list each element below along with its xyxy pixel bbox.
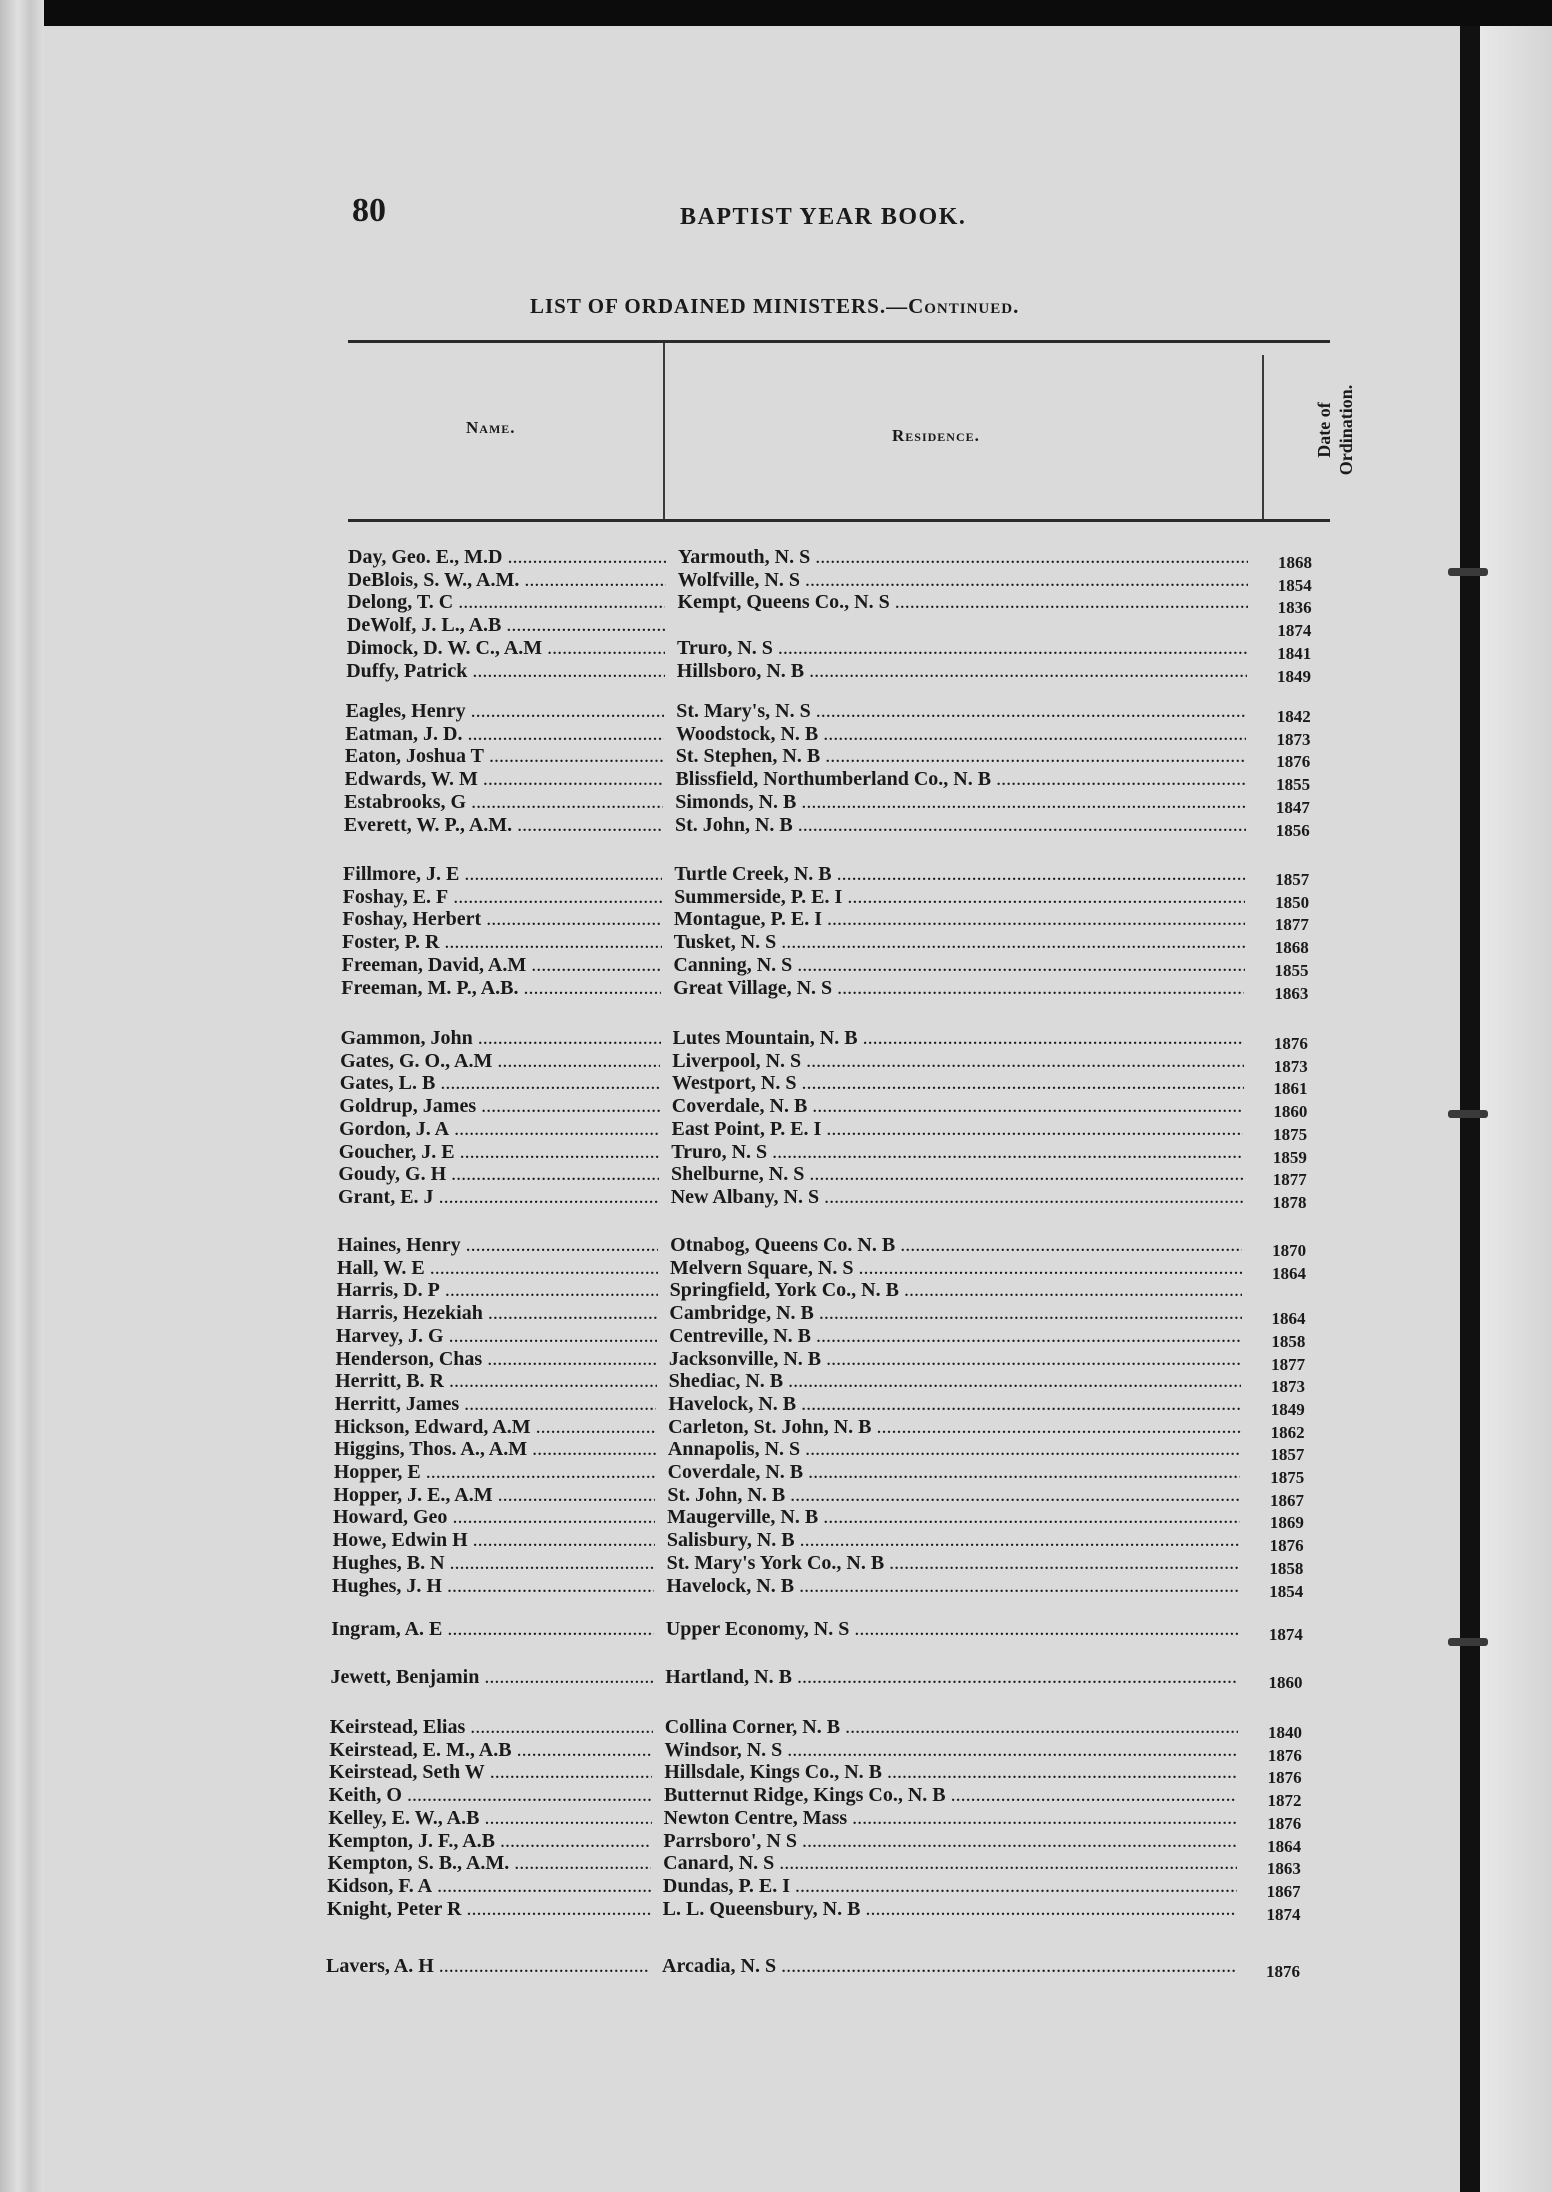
- minister-name: Gates, G. O., A.M .....: [340, 1050, 660, 1072]
- minister-name: Eaton, Joshua T .....: [345, 745, 664, 767]
- minister-residence: Arcadia, N. S .....: [662, 1955, 1236, 1977]
- minister-residence: St. John, N. B .....: [675, 814, 1246, 836]
- minister-name: Keirstead, Seth W .....: [329, 1761, 652, 1783]
- ordination-year: 1863: [1266, 1859, 1301, 1879]
- minister-name: Jewett, Benjamin .....: [331, 1666, 654, 1688]
- ordination-year: 1864: [1271, 1263, 1306, 1283]
- ordination-year: 1872: [1267, 1791, 1302, 1811]
- ordination-year: 1859: [1272, 1147, 1307, 1167]
- ordination-year: 1874: [1277, 621, 1312, 641]
- minister-residence: Kempt, Queens Co., N. S .....: [677, 591, 1247, 613]
- ordination-year: 1877: [1272, 1170, 1307, 1190]
- minister-name: Herritt, B. R .....: [335, 1370, 657, 1392]
- minister-name: Keirstead, E. M., A.B .....: [329, 1739, 652, 1761]
- ordination-year: 1874: [1266, 1904, 1301, 1924]
- minister-name: Ingram, A. E .....: [331, 1618, 654, 1640]
- ordination-year: 1877: [1271, 1354, 1306, 1374]
- minister-name: Hughes, J. H .....: [332, 1575, 654, 1597]
- minister-residence: Woodstock, N. B .....: [676, 723, 1247, 745]
- ordination-year: 1855: [1274, 960, 1309, 980]
- minister-name: Kempton, J. F., A.B .....: [328, 1830, 651, 1852]
- minister-residence: Great Village, N. S .....: [673, 977, 1244, 999]
- minister-name: Hopper, E .....: [334, 1461, 656, 1483]
- minister-residence: Lutes Mountain, N. B .....: [673, 1027, 1244, 1049]
- running-title: BAPTIST YEAR BOOK.: [680, 204, 967, 230]
- header-divider-date: [1262, 355, 1264, 519]
- column-header-name: Name.: [466, 418, 516, 437]
- minister-name: Kempton, S. B., A.M. .....: [328, 1852, 652, 1874]
- minister-residence: Shelburne, N. S .....: [671, 1163, 1243, 1185]
- ordination-year: 1864: [1271, 1309, 1306, 1329]
- ordination-year: 1862: [1270, 1422, 1305, 1442]
- minister-name: Harris, Hezekiah .....: [336, 1302, 657, 1324]
- column-header-date: [1313, 345, 1373, 515]
- minister-residence: Centreville, N. B .....: [669, 1325, 1241, 1347]
- ordination-year: 1849: [1277, 666, 1312, 686]
- minister-residence: Maugerville, N. B .....: [667, 1506, 1240, 1528]
- minister-residence: Butternut Ridge, Kings Co., N. B .....: [664, 1784, 1238, 1806]
- minister-residence: Simonds, N. B .....: [675, 791, 1246, 813]
- minister-name: Edwards, W. M .....: [345, 768, 664, 790]
- ordination-year: 1858: [1269, 1558, 1304, 1578]
- minister-residence: Liverpool, N. S .....: [672, 1050, 1243, 1072]
- ordination-year: 1877: [1274, 915, 1309, 935]
- ordination-year: 1870: [1272, 1241, 1307, 1260]
- minister-residence: Canning, N. S .....: [673, 954, 1244, 976]
- minister-name: Dimock, D. W. C., A.M .....: [347, 637, 665, 659]
- minister-residence: Otnabog, Queens Co. N. B .....: [670, 1234, 1242, 1256]
- minister-residence: Springfield, York Co., N. B .....: [670, 1279, 1242, 1301]
- minister-residence: Hillsboro, N. B .....: [677, 660, 1247, 682]
- minister-residence: L. L. Queensbury, N. B .....: [663, 1898, 1237, 1920]
- minister-name: Everett, W. P., A.M. .....: [344, 814, 663, 836]
- ordination-year: 1874: [1268, 1625, 1303, 1644]
- ordination-year: 1854: [1269, 1581, 1304, 1601]
- minister-residence: Hillsdale, Kings Co., N. B .....: [664, 1761, 1237, 1783]
- ordination-year: 1868: [1274, 938, 1309, 958]
- minister-name: Hopper, J. E., A.M .....: [333, 1484, 655, 1506]
- minister-name: Gordon, J. A .....: [339, 1118, 659, 1140]
- ordination-year: 1876: [1276, 752, 1311, 772]
- minister-name: Gammon, John .....: [340, 1027, 660, 1049]
- ordination-year: 1875: [1273, 1124, 1308, 1144]
- binding-clip: [1448, 1638, 1488, 1646]
- ordination-year: 1861: [1273, 1079, 1308, 1099]
- ordination-year: 1854: [1277, 575, 1312, 595]
- table-header-rule: [348, 519, 1330, 522]
- minister-residence: Havelock, N. B .....: [668, 1393, 1240, 1415]
- ordination-year: 1860: [1273, 1102, 1308, 1122]
- minister-residence: Canard, N. S .....: [663, 1852, 1237, 1874]
- ordination-year: 1876: [1267, 1745, 1302, 1765]
- binding-clip: [1448, 1110, 1488, 1118]
- ordination-year: 1858: [1271, 1331, 1306, 1351]
- minister-residence: Blissfield, Northumberland Co., N. B .....: [675, 768, 1246, 790]
- minister-residence: St. Mary's, N. S .....: [676, 700, 1246, 722]
- minister-residence: Dundas, P. E. I .....: [663, 1875, 1237, 1897]
- minister-name: Eagles, Henry .....: [346, 700, 665, 722]
- minister-residence: St. Mary's York Co., N. B .....: [667, 1552, 1240, 1574]
- ordination-year: 1875: [1270, 1468, 1305, 1487]
- minister-residence: Montague, P. E. I .....: [674, 908, 1245, 930]
- facing-page-edge: [1480, 26, 1552, 2192]
- minister-residence: Hartland, N. B .....: [665, 1666, 1238, 1688]
- ordination-year: 1849: [1270, 1399, 1305, 1419]
- minister-residence: Carleton, St. John, N. B .....: [668, 1416, 1240, 1438]
- minister-residence: Summerside, P. E. I .....: [674, 886, 1245, 908]
- minister-name: Gates, L. B .....: [340, 1072, 660, 1094]
- minister-name: Hall, W. E .....: [337, 1257, 658, 1279]
- minister-name: Foshay, Herbert .....: [342, 908, 662, 930]
- minister-residence: Westport, N. S .....: [672, 1072, 1243, 1094]
- minister-name: Kelley, E. W., A.B .....: [328, 1807, 651, 1829]
- ordination-year: 1867: [1266, 1881, 1301, 1901]
- minister-residence: Collina Corner, N. B .....: [665, 1716, 1238, 1738]
- ordination-year: 1876: [1267, 1768, 1302, 1788]
- minister-name: Howard, Geo .....: [333, 1506, 655, 1528]
- minister-name: Knight, Peter R .....: [327, 1898, 651, 1920]
- ordination-year: 1840: [1268, 1723, 1303, 1742]
- minister-name: Keirstead, Elias .....: [330, 1716, 653, 1738]
- minister-name: Goucher, J. E .....: [339, 1141, 660, 1163]
- minister-residence: Turtle Creek, N. B .....: [674, 863, 1245, 885]
- scan-top-border: [0, 0, 1552, 26]
- ordination-year: 1850: [1275, 892, 1310, 912]
- minister-residence: Wolfville, N. S .....: [678, 569, 1248, 591]
- ordination-year: 1842: [1276, 707, 1311, 726]
- ordination-year: 1864: [1267, 1836, 1302, 1856]
- header-divider-name: [663, 343, 665, 519]
- minister-residence: East Point, P. E. I .....: [672, 1118, 1244, 1140]
- ordination-year: 1873: [1273, 1056, 1308, 1076]
- ordination-year: 1876: [1273, 1034, 1308, 1053]
- minister-residence: Salisbury, N. B .....: [667, 1529, 1240, 1551]
- column-header-residence: Residence.: [892, 426, 980, 445]
- minister-residence: Melvern Square, N. S .....: [670, 1257, 1242, 1279]
- ordination-year: 1878: [1272, 1192, 1307, 1212]
- ordination-year: 1873: [1270, 1377, 1305, 1397]
- minister-residence: Havelock, N. B .....: [666, 1575, 1239, 1597]
- minister-residence: Tusket, N. S .....: [674, 931, 1245, 953]
- ordination-year: 1856: [1275, 820, 1310, 840]
- minister-residence: Windsor, N. S .....: [664, 1739, 1237, 1761]
- minister-residence: Cambridge, N. B .....: [669, 1302, 1241, 1324]
- minister-residence: Truro, N. S .....: [671, 1141, 1243, 1163]
- ordination-year: 1863: [1274, 983, 1309, 1003]
- minister-name: Hughes, B. N .....: [332, 1552, 654, 1574]
- ordination-year: 1876: [1269, 1536, 1304, 1556]
- minister-name: DeBlois, S. W., A.M. .....: [348, 569, 666, 591]
- minister-residence: Annapolis, N. S .....: [668, 1438, 1241, 1460]
- minister-name: Fillmore, J. E .....: [343, 863, 662, 885]
- date-header-line2: Ordination.: [1336, 384, 1356, 476]
- list-title-main: LIST OF ORDAINED MINISTERS.—: [530, 294, 909, 318]
- minister-name: Estabrooks, G .....: [344, 791, 663, 813]
- ordination-year: 1868: [1278, 553, 1312, 572]
- page-number: 80: [352, 192, 386, 229]
- minister-residence: Shediac, N. B .....: [669, 1370, 1241, 1392]
- ordination-year: 1876: [1266, 1962, 1300, 1981]
- minister-residence: Jacksonville, N. B .....: [669, 1348, 1241, 1370]
- ordination-year: 1855: [1276, 775, 1311, 795]
- ordination-year: 1867: [1270, 1490, 1304, 1510]
- ordination-year: 1876: [1267, 1813, 1302, 1833]
- minister-name: Goldrup, James .....: [339, 1095, 659, 1117]
- minister-residence: St. Stephen, N. B .....: [676, 745, 1247, 767]
- ordination-year: 1860: [1268, 1673, 1303, 1692]
- minister-residence: New Albany, N. S .....: [671, 1186, 1243, 1208]
- minister-residence: St. John, N. B .....: [667, 1484, 1240, 1506]
- minister-name: Eatman, J. D. .....: [345, 723, 664, 745]
- minister-name: Keith, O .....: [329, 1784, 652, 1806]
- minister-name: Day, Geo. E., M.D .....: [348, 546, 666, 568]
- minister-name: Haines, Henry .....: [337, 1234, 658, 1256]
- minister-residence: Upper Economy, N. S .....: [666, 1618, 1239, 1640]
- date-header-line1: Date of: [1314, 402, 1334, 458]
- minister-name: Hickson, Edward, A.M .....: [334, 1416, 656, 1438]
- ordination-year: 1857: [1275, 870, 1310, 889]
- minister-name: Lavers, A. H .....: [326, 1955, 650, 1977]
- table-top-rule: [348, 340, 1330, 343]
- scan-left-edge: [0, 0, 44, 2192]
- minister-name: Freeman, David, A.M .....: [342, 954, 662, 976]
- minister-name: Kidson, F. A .....: [327, 1875, 651, 1897]
- minister-name: Duffy, Patrick .....: [346, 660, 664, 682]
- minister-residence: Coverdale, N. B .....: [668, 1461, 1241, 1483]
- minister-name: Henderson, Chas .....: [335, 1348, 656, 1370]
- minister-residence: Newton Centre, Mass .....: [664, 1807, 1238, 1829]
- minister-name: Harvey, J. G .....: [336, 1325, 657, 1347]
- minister-name: Freeman, M. P., A.B. .....: [341, 977, 661, 999]
- minister-name: DeWolf, J. L., A.B .....: [347, 614, 665, 636]
- ordination-year: 1873: [1276, 729, 1311, 749]
- list-title-continued: Continued.: [908, 294, 1020, 318]
- minister-name: Foshay, E. F .....: [343, 886, 662, 908]
- minister-name: Delong, T. C .....: [347, 591, 665, 613]
- ordination-year: 1847: [1275, 797, 1310, 817]
- minister-name: Howe, Edwin H .....: [333, 1529, 655, 1551]
- minister-name: Grant, E. J .....: [338, 1186, 659, 1208]
- minister-name: Foster, P. R .....: [342, 931, 662, 953]
- minister-residence: Coverdale, N. B .....: [672, 1095, 1244, 1117]
- list-title: [530, 294, 1019, 319]
- minister-name: Harris, D. P .....: [337, 1279, 658, 1301]
- minister-residence: Parrsboro', N S .....: [663, 1830, 1237, 1852]
- minister-name: Goudy, G. H .....: [338, 1163, 659, 1185]
- ordination-year: 1857: [1270, 1445, 1305, 1465]
- minister-name: Higgins, Thos. A., A.M .....: [334, 1438, 656, 1460]
- book-spine: [1460, 26, 1480, 2192]
- minister-residence: Yarmouth, N. S .....: [678, 546, 1248, 568]
- minister-name: Herritt, James .....: [335, 1393, 657, 1415]
- ordination-year: 1836: [1277, 598, 1312, 618]
- minister-residence: Truro, N. S .....: [677, 637, 1247, 659]
- binding-clip: [1448, 568, 1488, 576]
- ordination-year: 1841: [1277, 643, 1312, 663]
- ordination-year: 1869: [1269, 1513, 1304, 1533]
